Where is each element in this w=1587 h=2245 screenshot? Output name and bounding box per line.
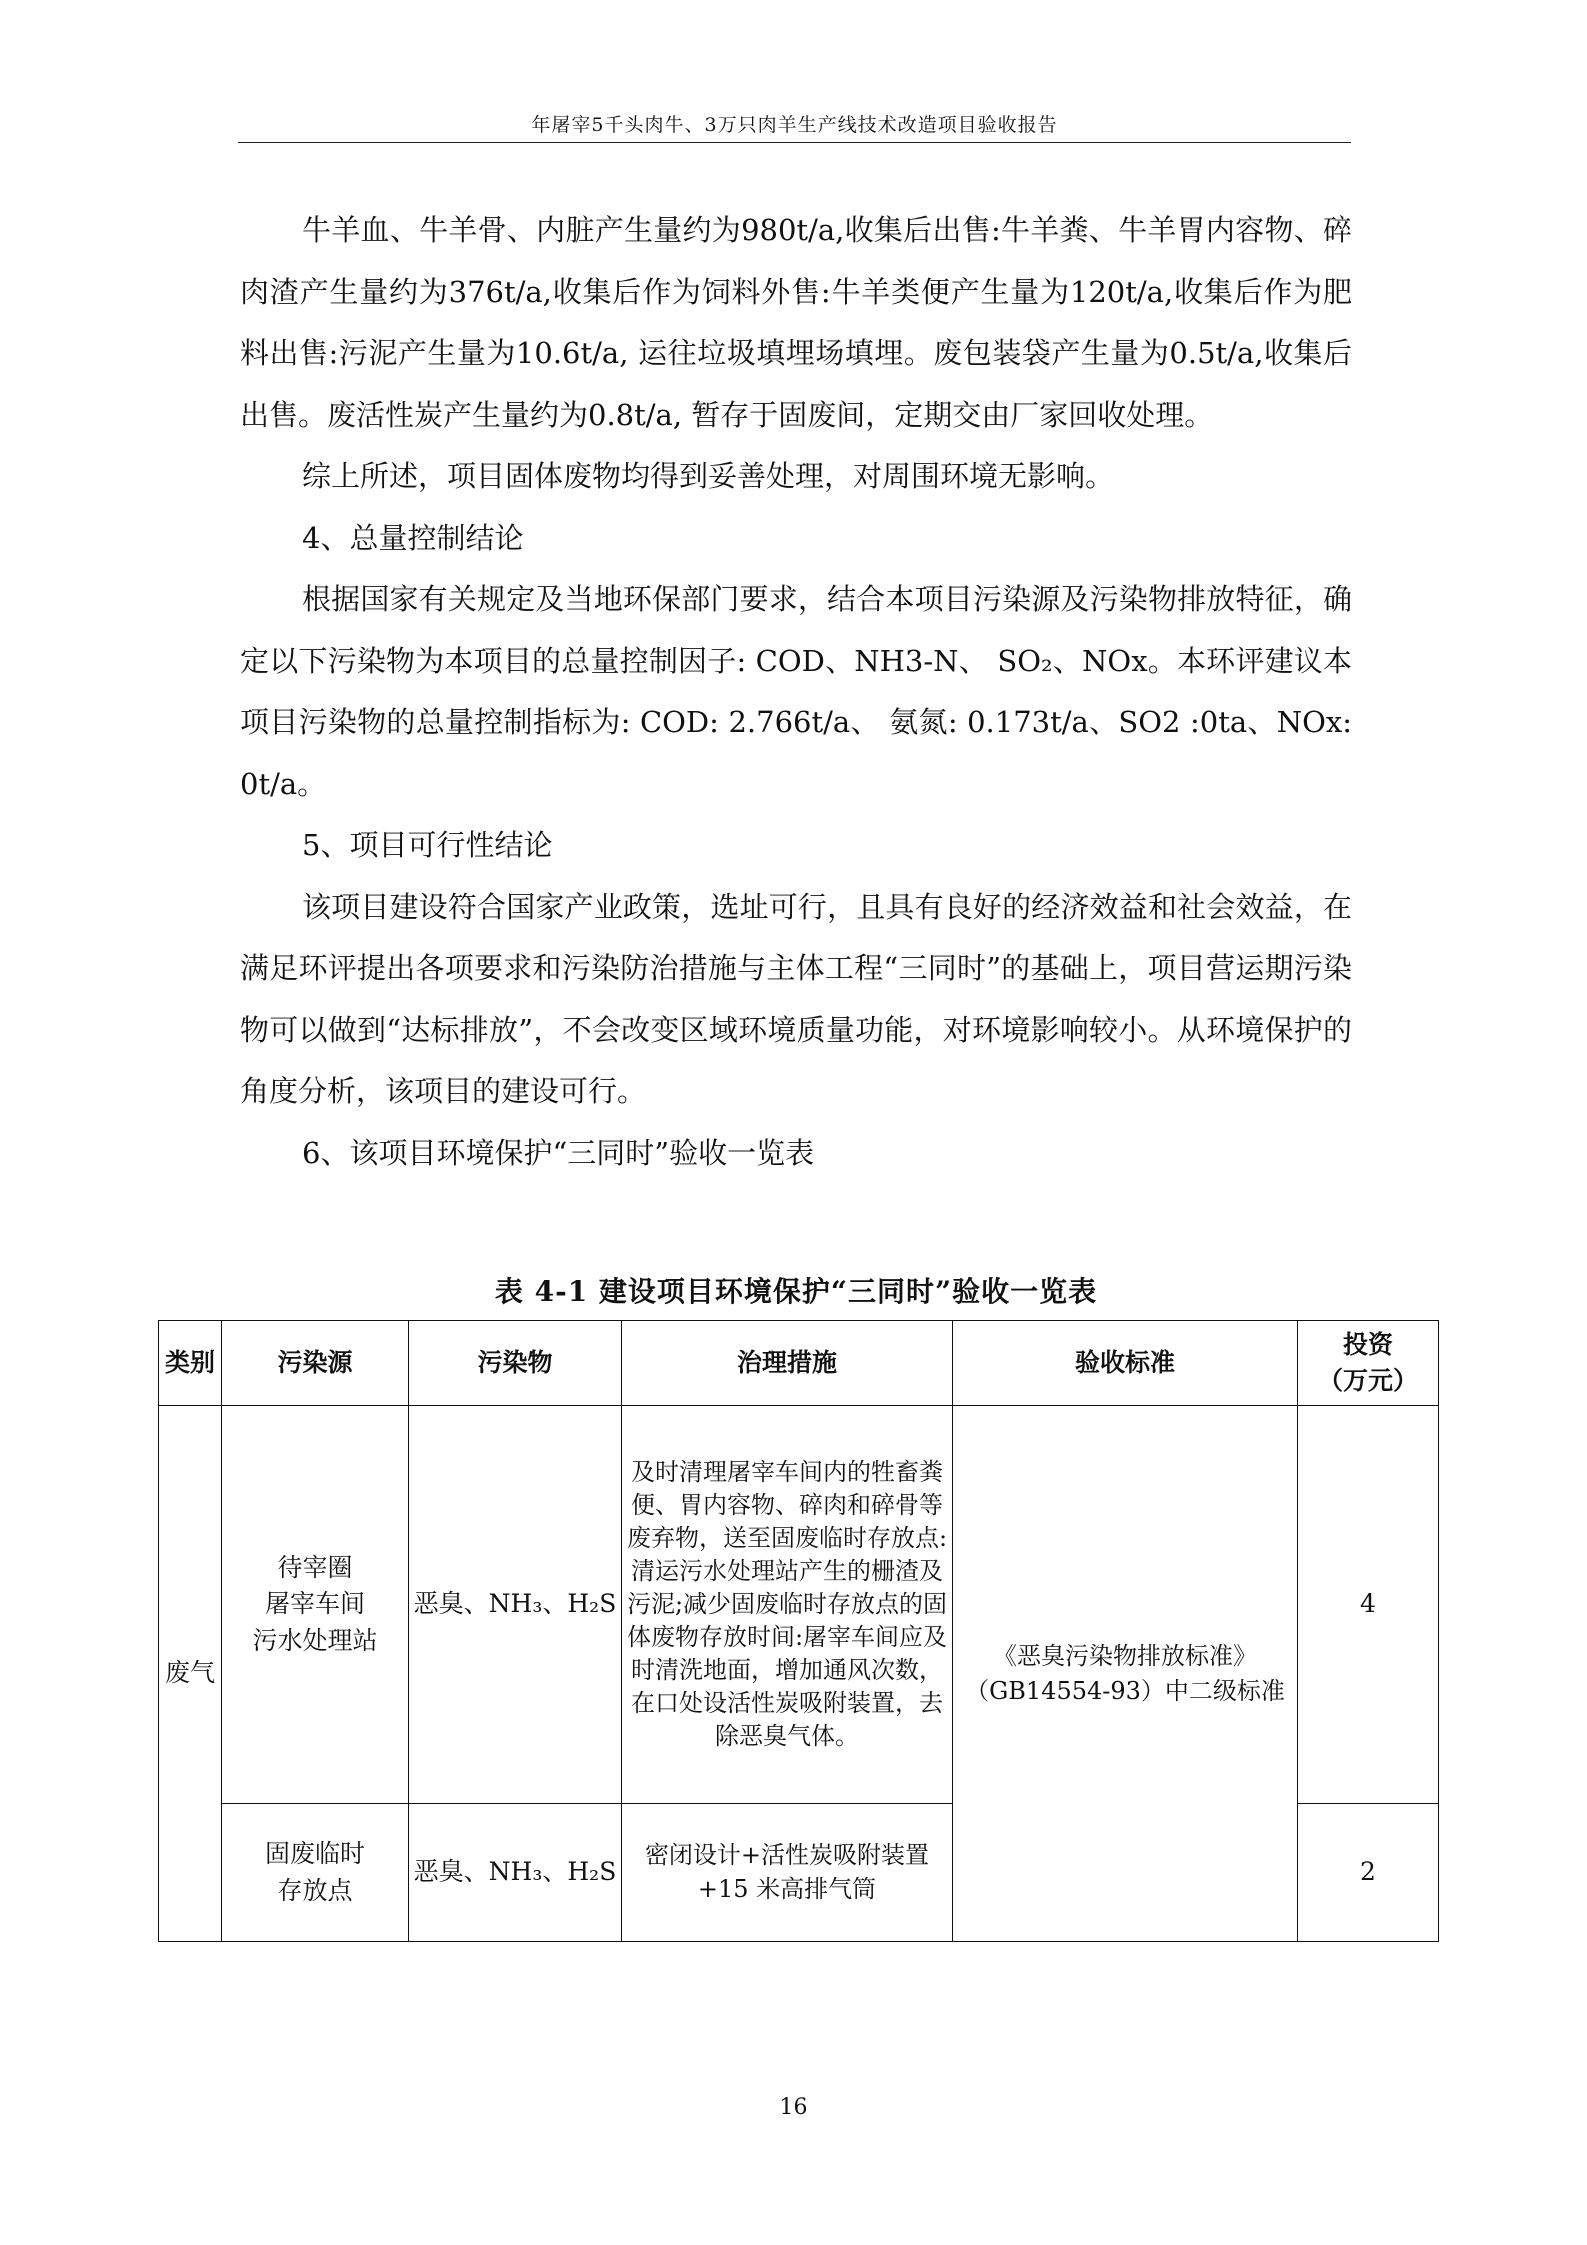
- header-standard: 验收标准: [953, 1321, 1298, 1406]
- cell-measure: 及时清理屠宰车间内的牲畜粪便、胃内容物、碎肉和碎骨等废弃物，送至固废临时存放点:清运污水处理站产生的栅渣及污泥;减少固废临时存放点的固体废物存放时间:屠宰车间应及时清洗地面，增加通风次数，在口处设活性炭吸附装置，去除恶臭气体。: [622, 1406, 953, 1804]
- body-text: [240, 200, 1352, 1184]
- paragraph-total-control: 根据国家有关规定及当地环保部门要求，结合本项目污染源及污染物排放特征，确定以下污染物为本项目的总量控制因子: COD、NH3-N、 SO₂、NOx。本环评建议本项目污染物的总量控制指标为: COD: 2.766t/a、 氨氮: 0.173t/a、SO2 :0ta、NOx: 0t/a。: [240, 582, 1352, 801]
- header-divider: [238, 142, 1351, 143]
- heading-feasibility: 5、项目可行性结论: [302, 828, 553, 862]
- heading-total-control: 4、总量控制结论: [302, 520, 524, 555]
- acceptance-table: [158, 1320, 1439, 1942]
- cell-investment: 4: [1298, 1406, 1439, 1804]
- cell-standard: 《恶臭污染物排放标准》 （GB14554-93）中二级标准: [953, 1406, 1298, 1942]
- header-source: 污染源: [222, 1321, 409, 1406]
- page-number: 16: [779, 2095, 808, 2120]
- cell-category: 废气: [159, 1406, 222, 1942]
- cell-pollutant: 恶臭、NH₃、H₂S: [409, 1804, 622, 1942]
- table-header-row: [159, 1321, 1439, 1406]
- header-category: 类别: [159, 1321, 222, 1406]
- paragraph-feasibility: 该项目建设符合国家产业政策，选址可行，且具有良好的经济效益和社会效益，在满足环评提出各项要求和污染防治措施与主体工程“三同时”的基础上，项目营运期污染物可以做到“达标排放”，不会改变区域环境质量功能，对环境影响较小。从环境保护的角度分析，该项目的建设可行。: [240, 889, 1352, 1108]
- cell-source: 待宰圈 屠宰车间 污水处理站: [222, 1406, 409, 1804]
- table-row: [159, 1406, 1439, 1804]
- paragraph-summary: 综上所述，项目固体废物均得到妥善处理，对周围环境无影响。: [302, 459, 1115, 493]
- cell-source: 固废临时 存放点: [222, 1804, 409, 1942]
- running-header: 年屠宰5千头肉牛、3万只肉羊生产线技术改造项目验收报告: [531, 114, 1058, 136]
- header-measure: 治理措施: [622, 1321, 953, 1406]
- cell-pollutant: 恶臭、NH₃、H₂S: [409, 1406, 622, 1804]
- cell-measure: 密闭设计+活性炭吸附装置 +15 米高排气筒: [622, 1804, 953, 1942]
- paragraph-solid-waste: 牛羊血、牛羊骨、内脏产生量约为980t/a,收集后出售:牛羊粪、牛羊胃内容物、碎肉渣产生量约为376t/a,收集后作为饲料外售:牛羊类便产生量为120t/a,收集后作为肥料出售:污泥产生量为10.6t/a, 运往垃圾填埋场填埋。废包装袋产生量为0.5t/a,收集后出售。废活性炭产生量约为0.8t/a, 暂存于固废间，定期交由厂家回收处理。: [240, 213, 1352, 432]
- cell-investment: 2: [1298, 1804, 1439, 1942]
- heading-acceptance-table: 6、该项目环境保护“三同时”验收一览表: [302, 1135, 815, 1170]
- header-pollutant: 污染物: [409, 1321, 622, 1406]
- table-caption: 表 4-1 建设项目环境保护“三同时”验收一览表: [494, 1275, 1098, 1308]
- header-investment: 投资 （万元）: [1298, 1321, 1439, 1406]
